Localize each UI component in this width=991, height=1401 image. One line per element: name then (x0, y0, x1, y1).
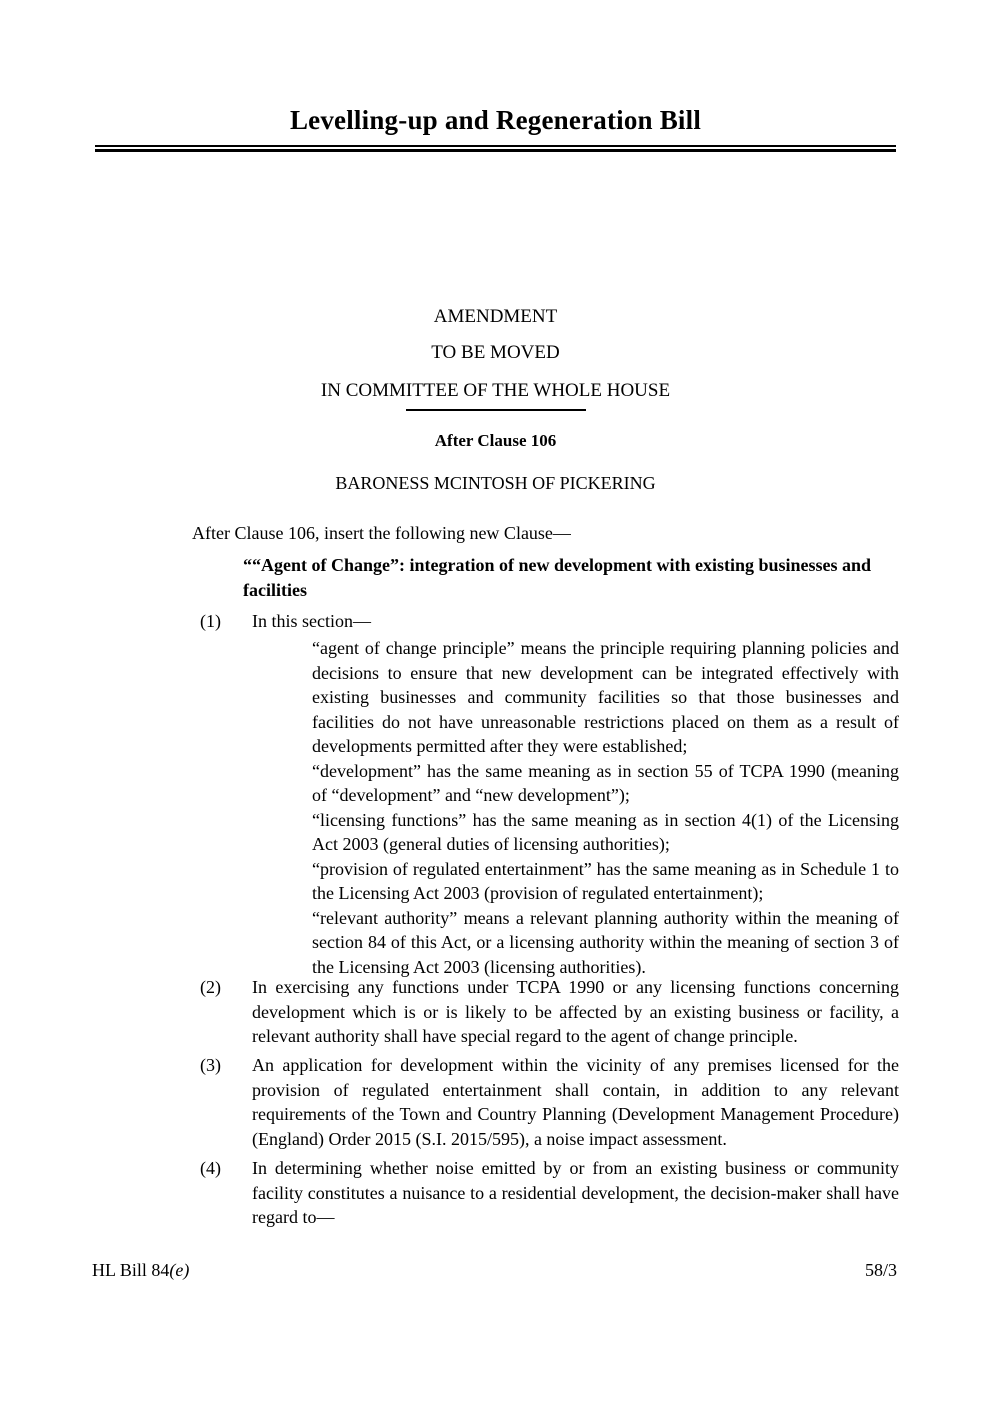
subsection-1 (200, 609, 899, 634)
footer-page-number: 58/3 (864, 1260, 897, 1280)
subsection-3-number: (3) (200, 1055, 221, 1075)
footer-bill-prefix: HL Bill 84 (92, 1260, 170, 1280)
definition-development: “development” has the same meaning as in section 55 of TCPA 1990 (meaning of “development” and “new development”); (312, 760, 899, 805)
subsection-4 (200, 1156, 899, 1230)
subsection-3-text: An application for development within the vicinity of any premises licensed for the provision of regulated entertainment shall contain, in addition to any relevant requirements of the Town and Country Planning (Development Management Procedure) (England) Order 2015 (S.I. 2015/595), a noise impact assessment. (252, 1055, 899, 1149)
header-amendment: AMENDMENT (433, 306, 558, 327)
header-member-name: BARONESS MCINTOSH OF PICKERING (335, 473, 656, 493)
new-clause-heading: ““Agent of Change”: integration of new development with existing businesses and facilities (243, 555, 872, 600)
subsection-2-number: (2) (200, 977, 221, 997)
subsection-1-text: In this section— (252, 611, 371, 631)
definition-relevant-authority: “relevant authority” means a relevant planning authority within the meaning of section 84 of this Act, or a licensing authority within the meaning of section 3 of the Licensing Act 2003 (licensing authorities). (312, 907, 899, 977)
header-after-clause: After Clause 106 (434, 431, 557, 450)
definition-licensing-functions: “licensing functions” has the same meaning as in section 4(1) of the Licensing Act 2003 (general duties of licensing authorities); (312, 809, 899, 854)
header-to-be-moved: TO BE MOVED (431, 342, 560, 363)
title-rule-upper (95, 145, 896, 147)
header-in-committee: IN COMMITTEE OF THE WHOLE HOUSE (320, 380, 671, 401)
amendment-intro-line: After Clause 106, insert the following new Clause— (192, 523, 571, 543)
subsection-3 (200, 1053, 899, 1151)
subsection-4-text: In determining whether noise emitted by or from an existing business or community facility constitutes a nuisance to a residential development, the decision-maker shall have regard to— (252, 1158, 899, 1227)
subsection-2-text: In exercising any functions under TCPA 1990 or any licensing functions concerning development which is or is likely to be affected by an existing business or facility, a relevant authority shall have special regard to the agent of change principle. (252, 977, 899, 1046)
definitions-list (312, 636, 899, 979)
footer-bill-reference (92, 1258, 189, 1282)
page-title: Levelling-up and Regeneration Bill (289, 105, 702, 135)
title-rule-lower (95, 149, 896, 152)
subsection-2 (200, 975, 899, 1049)
footer-bill-suffix: (e) (169, 1260, 190, 1280)
page-footer (92, 1258, 897, 1282)
definition-provision-of-regulated-entertainment: “provision of regulated entertainment” has the same meaning as in Schedule 1 to the Licensing Act 2003 (provision of regulated entertainment); (312, 858, 899, 903)
subsection-4-number: (4) (200, 1158, 221, 1178)
title-double-rule (95, 145, 896, 152)
definition-agent-of-change-principle: “agent of change principle” means the principle requiring planning policies and decisions to ensure that new development can be integrated effectively with existing businesses and community facilities so that those businesses and facilities do not have unreasonable restrictions placed on them as a result of developments permitted after they were established; (312, 638, 899, 756)
header-divider-rule (406, 409, 586, 411)
subsection-1-number: (1) (200, 611, 221, 631)
